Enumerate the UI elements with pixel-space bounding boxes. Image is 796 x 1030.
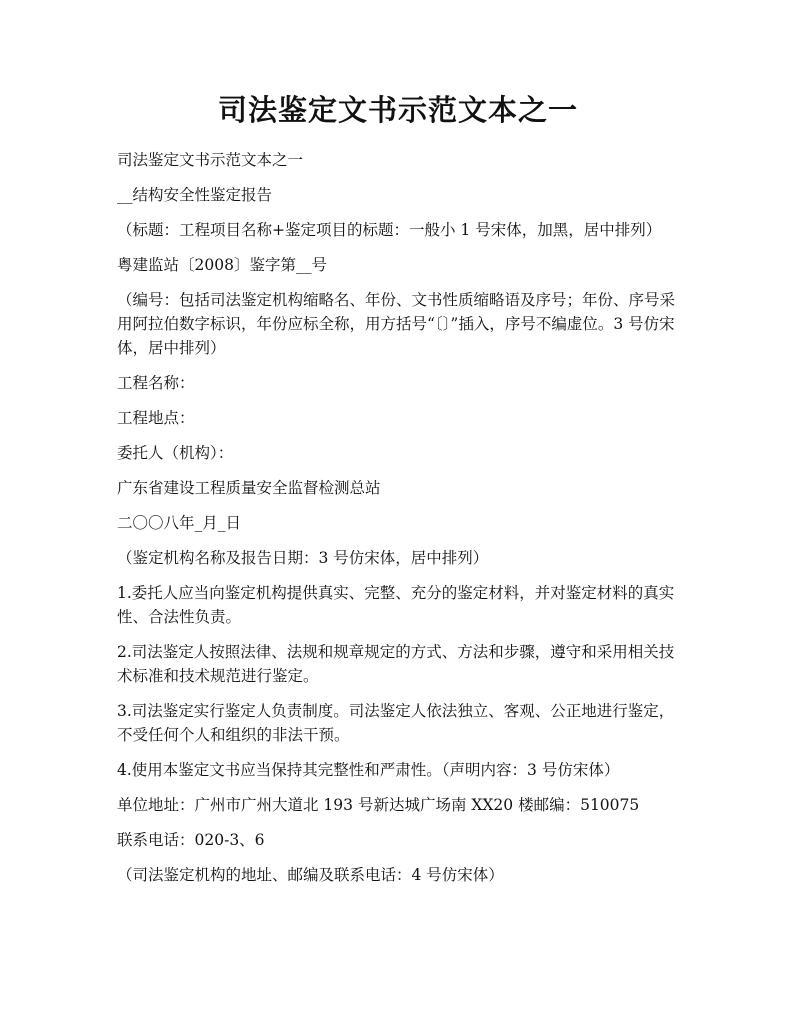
- number-format-note: （编号：包括司法鉴定机构缩略名、年份、文书性质缩略语及序号；年份、序号采用阿拉伯数字标识，年份应标全称，用方括号“〔〕”插入，序号不编虚位。3 号仿宋体，居中排列）: [117, 291, 676, 357]
- document-body: [117, 148, 682, 898]
- statement-item-4: 4.使用本鉴定文书应当保持其完整性和严肃性。（声明内容：3 号仿宋体）: [117, 761, 620, 779]
- project-location-field: 工程地点：: [117, 409, 195, 427]
- client-field: 委托人（机构）：: [117, 444, 234, 462]
- statement-item-2: 2.司法鉴定人按照法律、法规和规章规定的方式、方法和步骤，遵守和采用相关技术标准和技术规范进行鉴定。: [117, 643, 675, 685]
- title-format-note: （标题：工程项目名称+鉴定项目的标题：一般小 1 号宋体，加黑，居中排列）: [117, 221, 662, 239]
- subtitle-line: 司法鉴定文书示范文本之一: [117, 151, 304, 169]
- institution-name: 广东省建设工程质量安全监督检测总站: [117, 479, 381, 497]
- contact-phone: 联系电话：020-3、6: [117, 831, 265, 849]
- document-title: 司法鉴定文书示范文本之一: [217, 93, 578, 127]
- institution-format-note: （鉴定机构名称及报告日期：3 号仿宋体，居中排列）: [117, 549, 489, 567]
- statement-item-3: 3.司法鉴定实行鉴定人负责制度。司法鉴定人依法独立、客观、公正地进行鉴定，不受任何个人和组织的非法干预。: [117, 702, 675, 744]
- report-date: 二〇〇八年_月_日: [117, 514, 242, 532]
- project-name-field: 工程名称：: [117, 374, 195, 392]
- contact-format-note: （司法鉴定机构的地址、邮编及联系电话：4 号仿宋体）: [117, 866, 504, 884]
- unit-address: 单位地址：广州市广州大道北 193 号新达城广场南 XX20 楼邮编：510075: [117, 796, 640, 814]
- report-title-line: __结构安全性鉴定报告: [117, 186, 273, 204]
- statement-item-1: 1.委托人应当向鉴定机构提供真实、完整、充分的鉴定材料，并对鉴定材料的真实性、合法性负责。: [117, 584, 675, 626]
- document-number: 粤建监站〔2008〕鉴字第__号: [117, 256, 327, 274]
